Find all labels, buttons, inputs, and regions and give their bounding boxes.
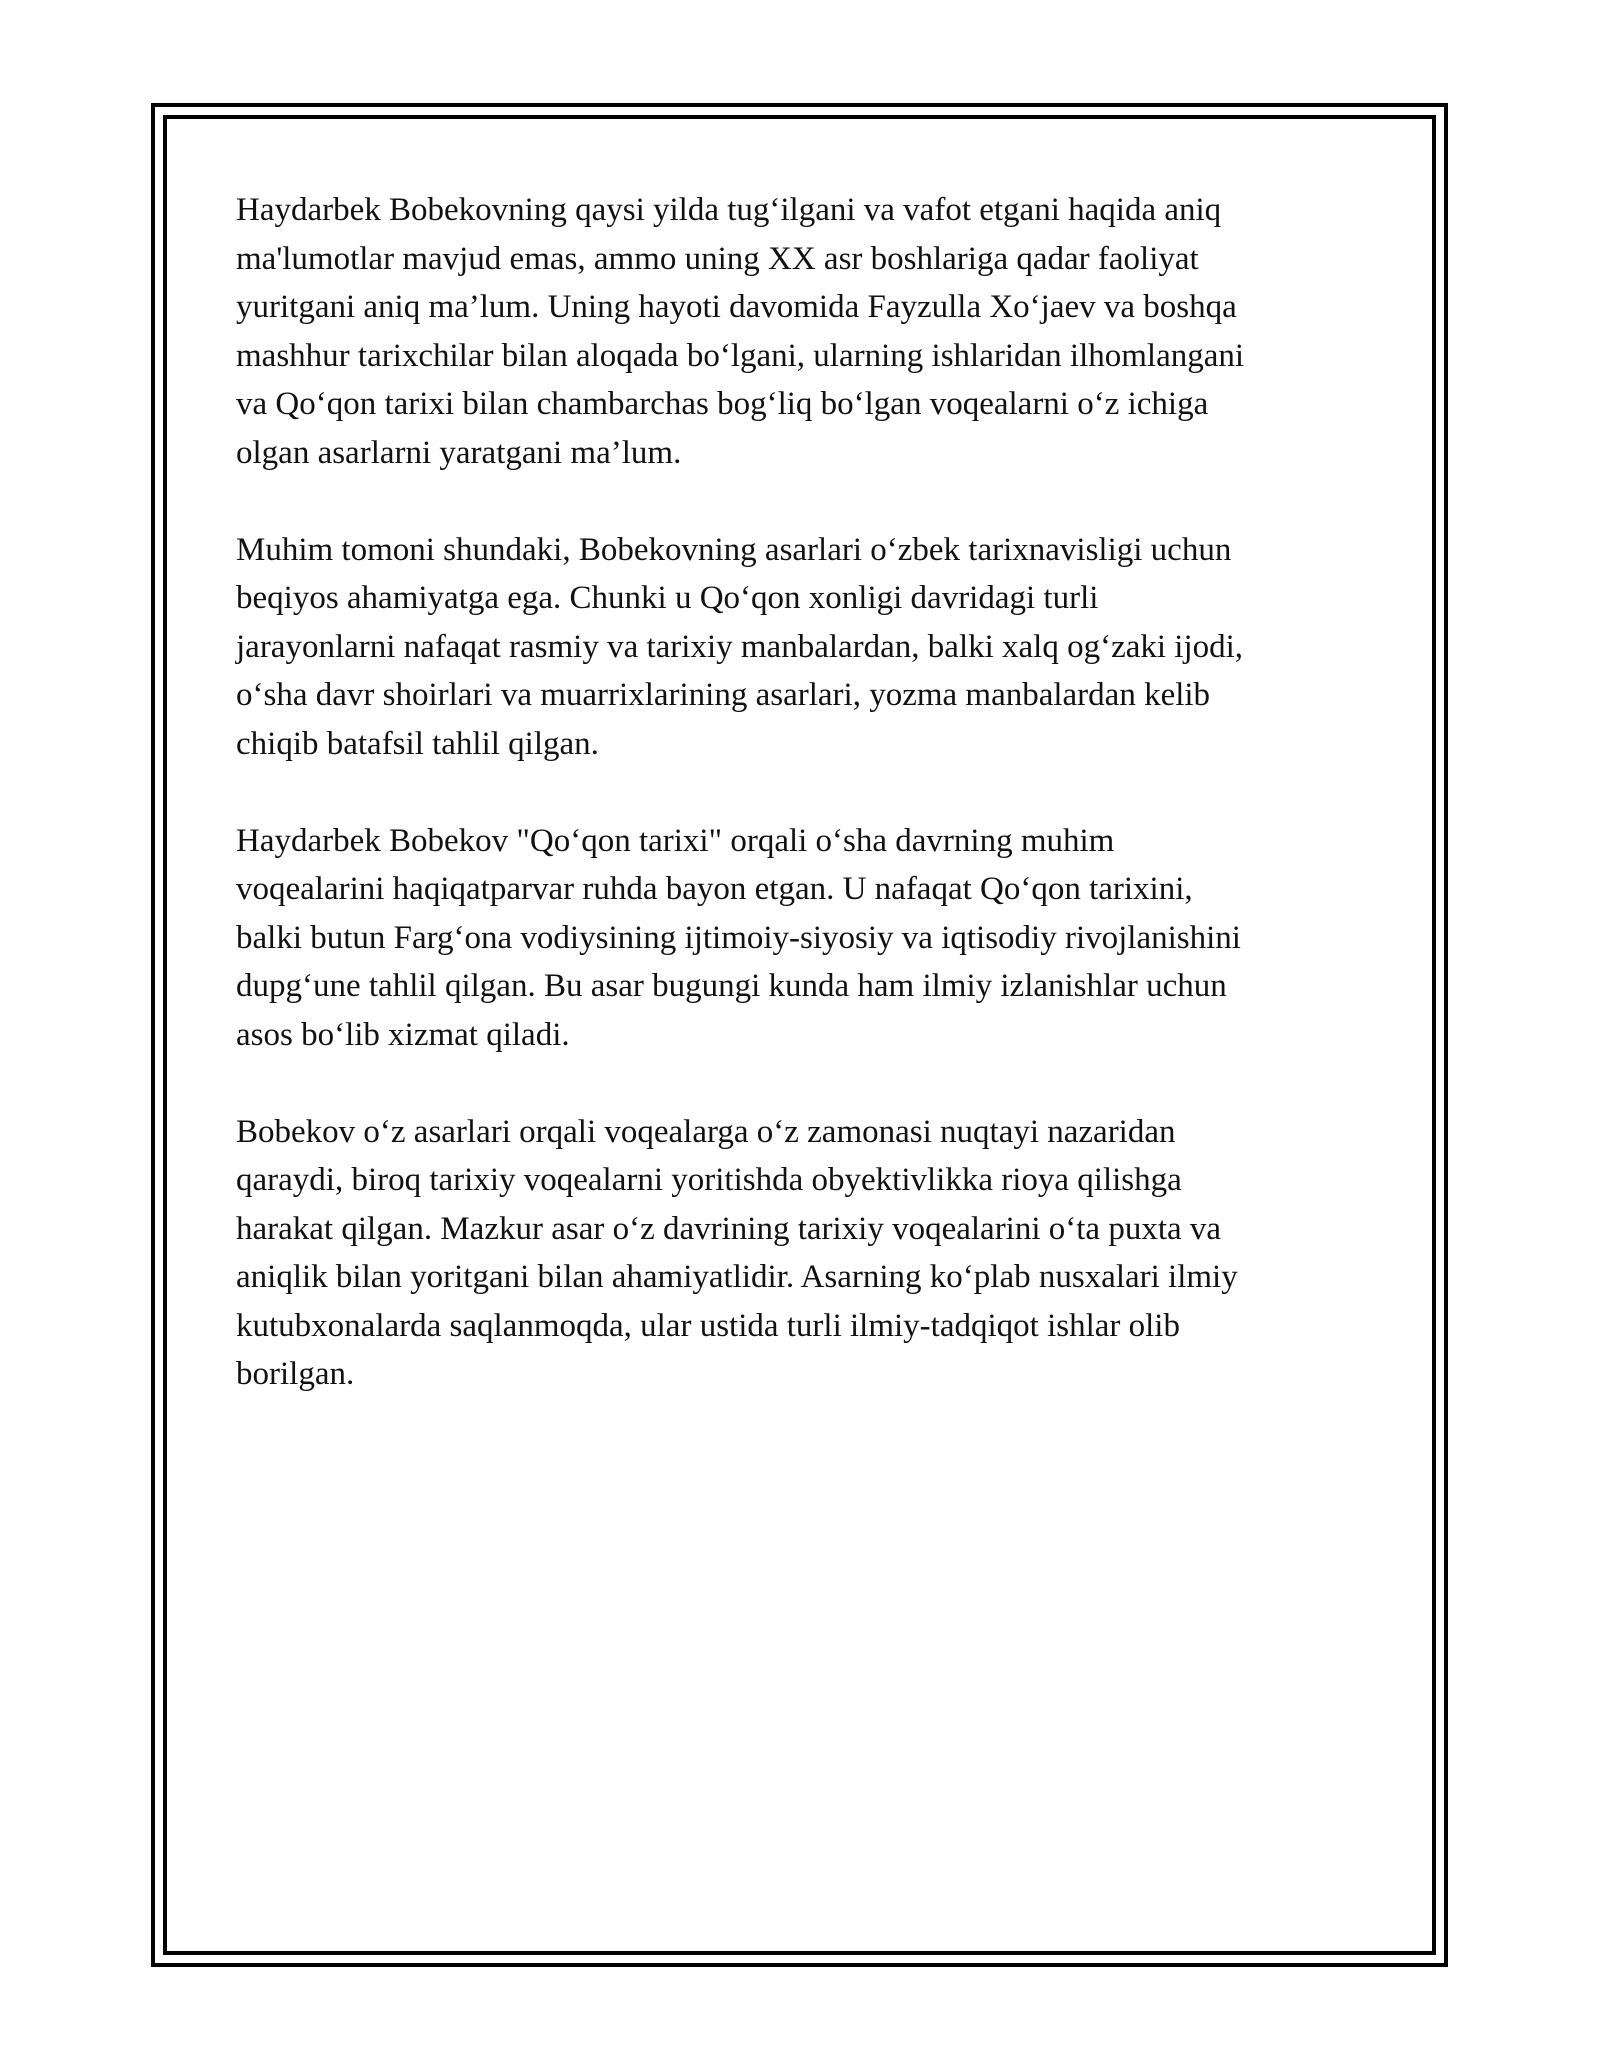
paragraph-line: Haydarbek Bobekov "Qo‘qon tarixi" orqali o‘sha davrning muhim [236,822,1115,859]
paragraph-line: va Qo‘qon tarixi bilan chambarchas bog‘liq bo‘lgan voqealarni o‘z ichiga [236,386,1209,422]
paragraph-line: Haydarbek Bobekovning qaysi yilda tug‘ilgani va vafot etgani haqida aniq [236,192,1222,228]
paragraph-line: jarayonlarni nafaqat rasmiy va tarixiy manbalardan, balki xalq og‘zaki ijodi, [236,628,1244,665]
paragraph-line: beqiyos ahamiyatga ega. Chunki u Qo‘qon xonligi davridagi turli [236,580,1099,616]
paragraph-line: chiqib batafsil tahlil qilgan. [236,725,599,762]
paragraph-4 [236,1108,1366,1399]
paragraph-3 [236,817,1366,1060]
paragraph-line: balki butun Farg‘ona vodiysining ijtimoiy-siyosiy va iqtisodiy rivojlanishini [236,919,1241,956]
paragraph-line: Bobekov o‘z asarlari orqali voqealarga o‘z zamonasi nuqtayi nazaridan [236,1113,1176,1150]
paragraph-line: yuritgani aniq ma’lum. Uning hayoti davomida Fayzulla Xo‘jaev va boshqa [236,289,1237,325]
paragraph-line: borilgan. [236,1356,355,1392]
paragraph-line: aniqlik bilan yoritgani bilan ahamiyatlidir. Asarning ko‘plab nusxalari ilmiy [236,1259,1238,1295]
document-body [236,186,1366,1447]
paragraph-2 [236,526,1366,769]
paragraph-line: olgan asarlarni yaratgani ma’lum. [236,434,682,471]
paragraph-line: dupg‘une tahlil qilgan. Bu asar bugungi kunda ham ilmiy izlanishlar uchun [236,968,1227,1004]
paragraph-line: Muhim tomoni shundaki, Bobekovning asarlari o‘zbek tarixnavisligi uchun [236,531,1232,568]
paragraph-line: mashhur tarixchilar bilan aloqada bo‘lgani, ularning ishlaridan ilhomlangani [236,337,1245,374]
paragraph-1 [236,186,1366,477]
paragraph-line: ma'lumotlar mavjud emas, ammo uning XX asr boshlariga qadar faoliyat [236,240,1199,277]
paragraph-line: harakat qilgan. Mazkur asar o‘z davrining tarixiy voqealarini o‘ta puxta va [236,1210,1222,1247]
paragraph-line: o‘sha davr shoirlari va muarrixlarining asarlari, yozma manbalardan kelib [236,677,1211,713]
paragraph-line: voqealarini haqiqatparvar ruhda bayon etgan. U nafaqat Qo‘qon tarixini, [236,871,1193,907]
paragraph-line: qaraydi, biroq tarixiy voqealarni yoritishda obyektivlikka rioya qilishga [236,1162,1182,1198]
paragraph-line: kutubxonalarda saqlanmoqda, ular ustida turli ilmiy-tadqiqot ishlar olib [236,1307,1180,1344]
paragraph-line: asos bo‘lib xizmat qiladi. [236,1016,570,1053]
